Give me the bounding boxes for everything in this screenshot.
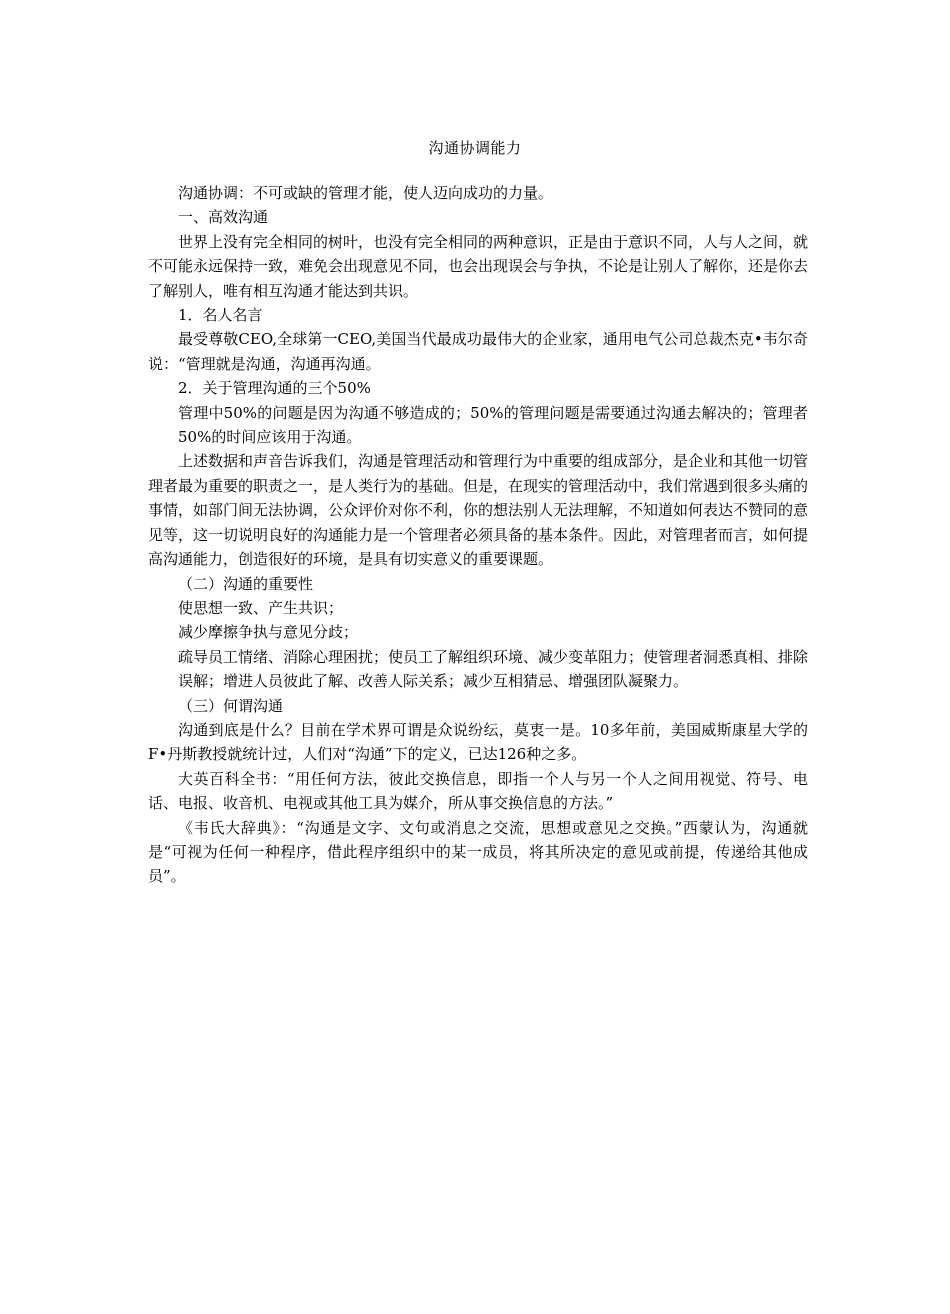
paragraph-definitions-count: 沟通到底是什么？目前在学术界可谓是众说纷纭，莫衷一是。10多年前，美国威斯康星大学的F•丹斯教授就统计过，人们对“沟通”下的定义，已达126种之多。 [148, 720, 808, 764]
paragraph-intro: 沟通协调：不可或缺的管理才能，使人迈向成功的力量。 [178, 184, 554, 202]
paragraph-britannica-definition: 大英百科全书：“用任何方法，彼此交换信息，即指一个人与另一个人之间用视觉、符号、电话、电报、收音机、电视或其他工具为媒介，所从事交换信息的方法。” [148, 769, 808, 813]
subheading-three-fifty-percent: 2．关于管理沟通的三个50% [178, 379, 371, 398]
section-heading-efficient-communication: 一、高效沟通 [178, 208, 269, 227]
subheading-what-is-communication: （三）何谓沟通 [178, 696, 284, 715]
paragraph-welch-quote: 最受尊敬CEO,全球第一CEO,美国当代最成功最伟大的企业家，通用电气公司总裁杰克•韦尔奇说：“管理就是沟通，沟通再沟通。 [148, 330, 808, 373]
document-title: 沟通协调能力 [428, 139, 522, 157]
document-body [148, 181, 808, 889]
subheading-famous-quotes: 1．名人名言 [178, 306, 263, 325]
paragraph-fifty-percent-facts: 管理中50%的问题是因为沟通不够造成的；50%的管理问题是需要通过沟通去解决的；管理者50%的时间应该用于沟通。 [178, 403, 808, 447]
paragraph-leaves-analogy: 世界上没有完全相同的树叶，也没有完全相同的两种意识，正是由于意识不同，人与人之间，就不可能永远保持一致，难免会出现意见不同，也会出现误会与争执，不论是让别人了解你，还是你去了解别人，唯有相互沟通才能达到共识。 [148, 232, 809, 300]
paragraph-management-importance: 上述数据和声音告诉我们，沟通是管理活动和管理行为中重要的组成部分，是企业和其他一切管理者最为重要的职责之一，是人类行为的基础。但是，在现实的管理活动中，我们常遇到很多头痛的事情，如部门间无法协调，公众评价对你不利，你的想法别人无法理解，不知道如何表达不赞同的意见等，这一切说明良好的沟通能力是一个管理者必须具备的基本条件。因此，对管理者而言，如何提高沟通能力，创造很好的环境，是具有切实意义的重要课题。 [148, 452, 809, 569]
list-item-reduce-friction: 减少摩擦争执与意见分歧； [178, 623, 359, 642]
paragraph-webster-definition: 《韦氏大辞典》：“沟通是文字、文句或消息之交流，思想或意见之交换。”西蒙认为，沟通就是“可视为任何一种程序，借此程序组织中的某一成员，将其所决定的意见或前提，传递给其他成员”。 [148, 818, 808, 886]
list-item-consensus: 使思想一致、产生共识； [178, 598, 344, 617]
subheading-importance-of-communication: （二）沟通的重要性 [178, 574, 314, 593]
list-item-benefits: 疏导员工情绪、消除心理困扰；使员工了解组织环境、减少变革阻力；使管理者洞悉真相、排除误解；增进人员彼此了解、改善人际关系；减少互相猜忌、增强团队凝聚力。 [178, 647, 809, 691]
